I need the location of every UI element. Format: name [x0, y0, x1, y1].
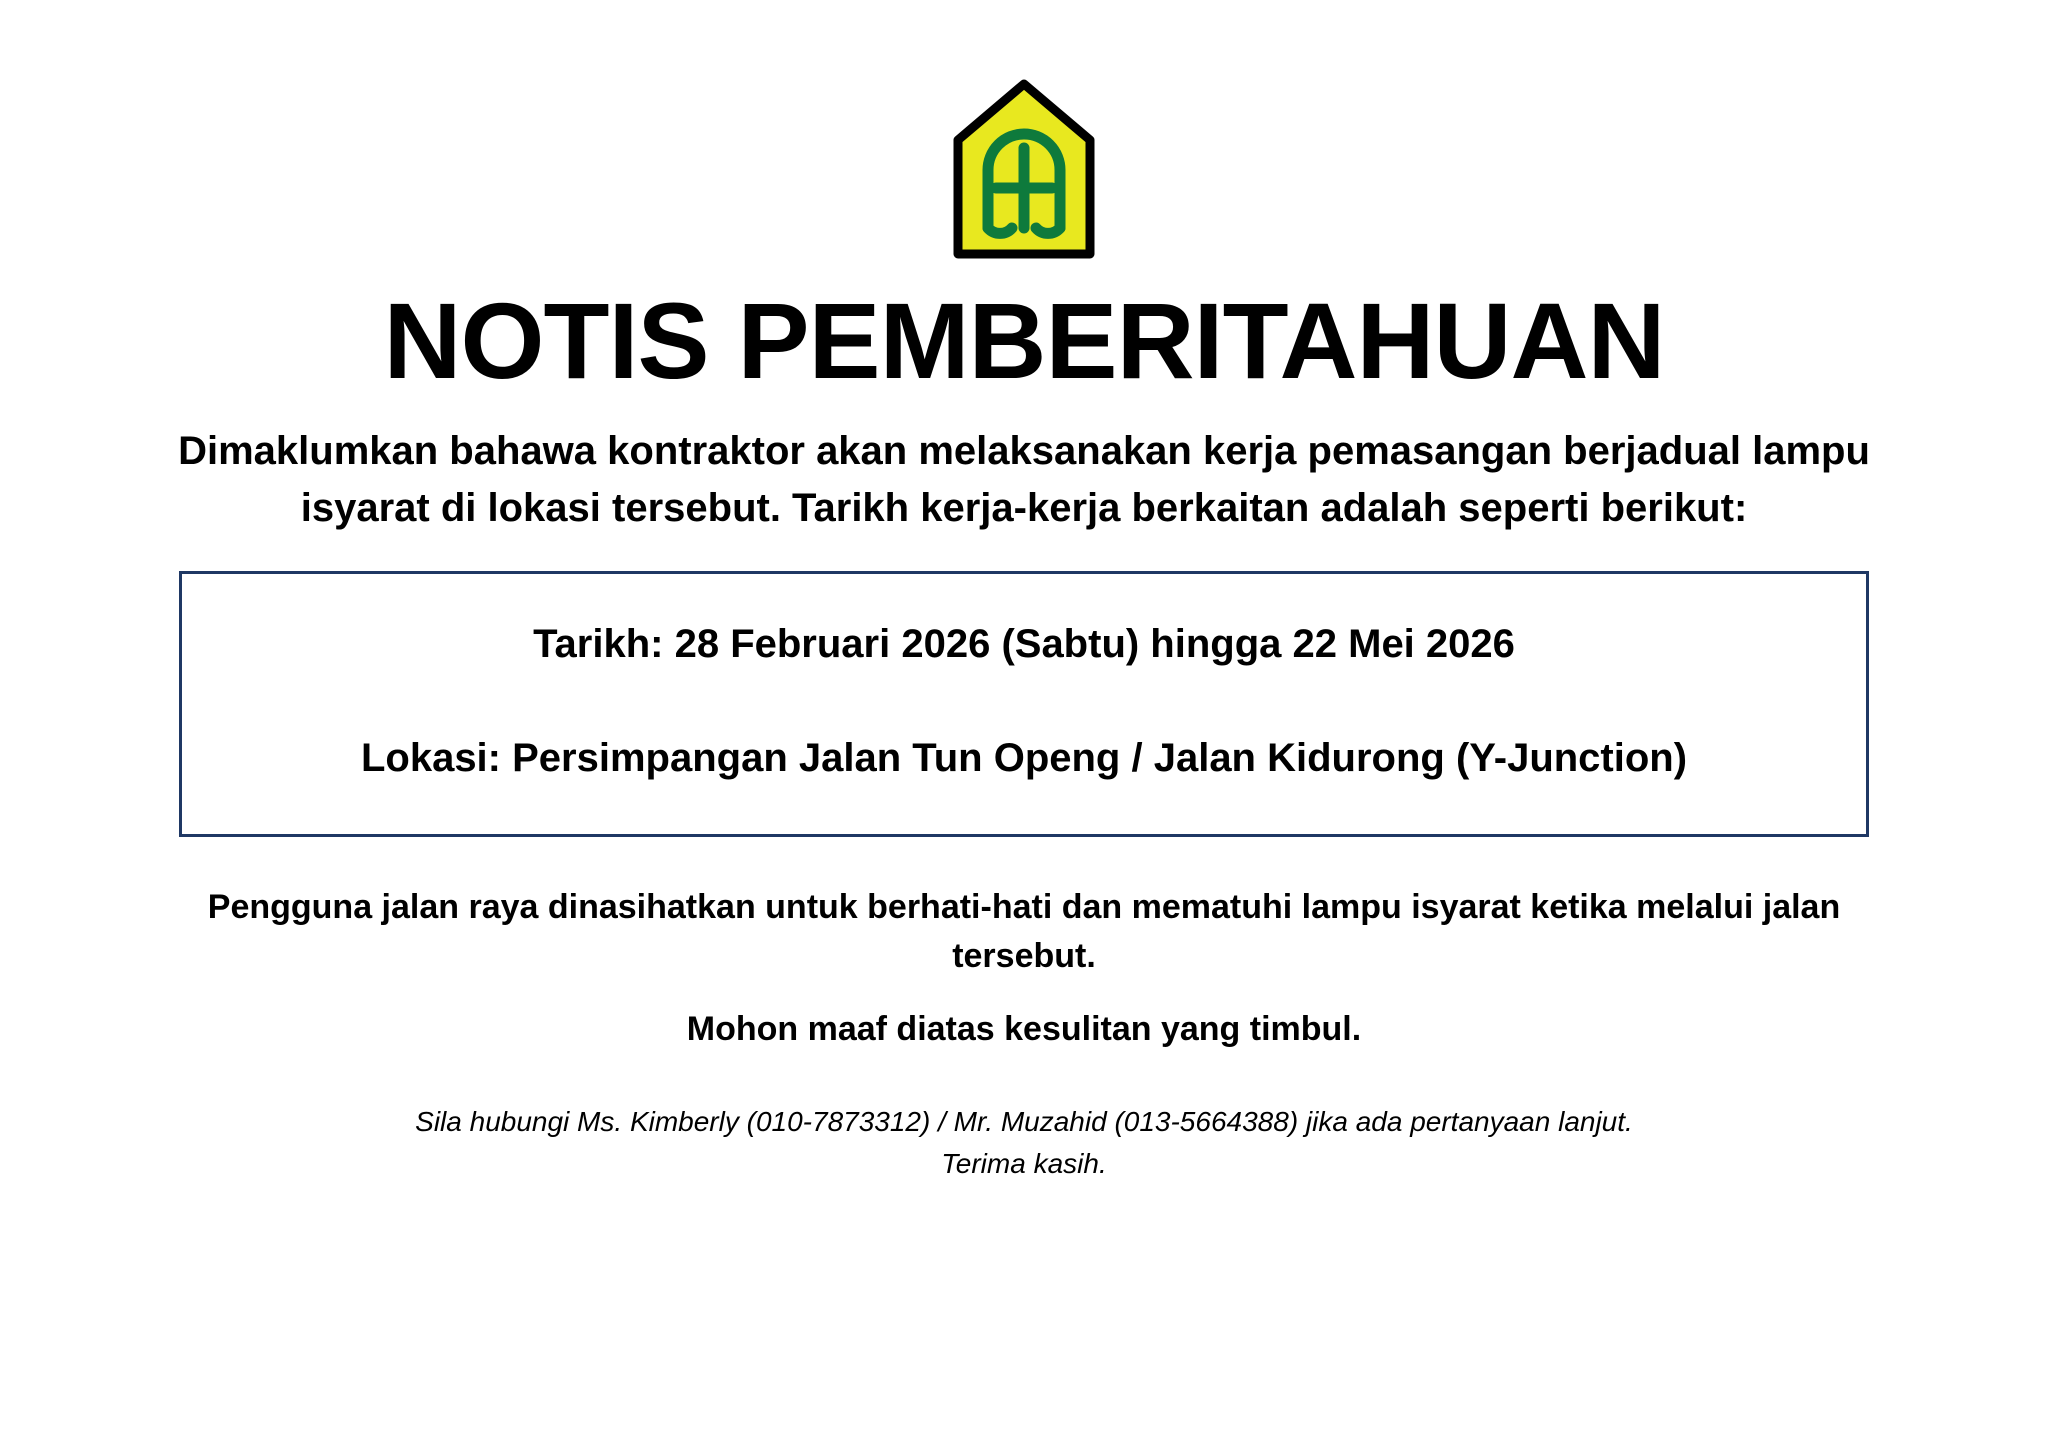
intro-paragraph: Dimaklumkan bahawa kontraktor akan melaksanakan kerja pemasangan berjadual lampu isyarat di lokasi tersebut. Tarikh kerja-kerja berkaitan adalah seperti berikut:	[178, 429, 1870, 531]
details-box	[179, 571, 1869, 837]
footer-contact-line: Sila hubungi Ms. Kimberly (010-7873312) / Mr. Muzahid (013-5664388) jika ada pertanyaan lanjut.	[415, 1105, 1633, 1137]
apology-text: Mohon maaf diatas kesulitan yang timbul.	[686, 1009, 1362, 1048]
detail-location-line: Lokasi: Persimpangan Jalan Tun Openg / Jalan Kidurong (Y-Junction)	[360, 735, 1688, 780]
sarawak-state-emblem-icon	[944, 78, 1104, 268]
footer-block	[415, 1101, 1633, 1185]
state-emblem-logo	[944, 78, 1104, 268]
advisory-text: Pengguna jalan raya dinasihatkan untuk berhati-hati dan mematuhi lampu isyarat ketika melalui jalan tersebut.	[207, 887, 1841, 976]
detail-date-line: Tarikh: 28 Februari 2026 (Sabtu) hingga 22 Mei 2026	[533, 621, 1515, 666]
footer-thanks-line: Terima kasih.	[941, 1147, 1107, 1179]
page-title: NOTIS PEMBERITAHUAN	[383, 280, 1665, 401]
